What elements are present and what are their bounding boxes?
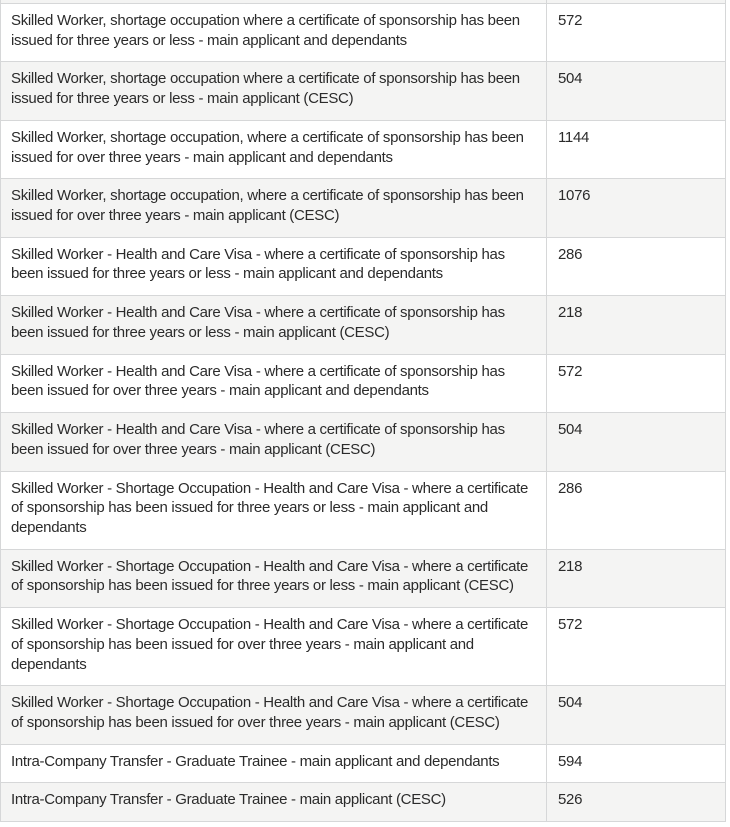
- fee-description-cell: Skilled Worker, shortage occupation, where a certificate of sponsorship has been issued for over three years - main applicant and dependants: [1, 120, 547, 178]
- fee-description-cell: Skilled Worker - Health and Care Visa - where a certificate of sponsorship has been issued for over three years - main applicant and dependants: [1, 354, 547, 412]
- fee-value-cell: 1144: [547, 120, 726, 178]
- table-row: [1, 120, 726, 178]
- table-row: [1, 686, 726, 744]
- table-row: [1, 471, 726, 549]
- table-row: [1, 744, 726, 783]
- fee-value-cell: 504: [547, 413, 726, 471]
- table-row: [1, 4, 726, 62]
- fee-description-cell: Skilled Worker - Health and Care Visa - where a certificate of sponsorship has been issued for three years or less - main applicant (CESC): [1, 296, 547, 354]
- table-row: [1, 179, 726, 237]
- table-row: [1, 354, 726, 412]
- table-row: [1, 62, 726, 120]
- table-row: [1, 413, 726, 471]
- table-row: [1, 549, 726, 607]
- fee-description-cell: Skilled Worker - Shortage Occupation - Health and Care Visa - where a certificate of sponsorship has been issued for over three years - main applicant (CESC): [1, 686, 547, 744]
- fee-description-cell: Skilled Worker - Health and Care Visa - where a certificate of sponsorship has been issued for three years or less - main applicant and dependants: [1, 237, 547, 295]
- fee-value-cell: 1076: [547, 179, 726, 237]
- fee-description-cell: Skilled Worker, shortage occupation where a certificate of sponsorship has been issued for three years or less - main applicant (CESC): [1, 62, 547, 120]
- fee-value-cell: 504: [547, 686, 726, 744]
- table-row: [1, 237, 726, 295]
- fee-value-cell: 218: [547, 549, 726, 607]
- table-row: [1, 783, 726, 822]
- fee-description-cell: Skilled Worker - Shortage Occupation - Health and Care Visa - where a certificate of sponsorship has been issued for three years or less - main applicant (CESC): [1, 549, 547, 607]
- fee-value-cell: 526: [547, 783, 726, 822]
- fee-value-cell: 572: [547, 354, 726, 412]
- fee-value-cell: 286: [547, 471, 726, 549]
- fee-value-cell: 572: [547, 608, 726, 686]
- fee-description-cell: Intra-Company Transfer - Graduate Trainee - main applicant and dependants: [1, 744, 547, 783]
- fee-value-cell: 218: [547, 296, 726, 354]
- table-row: [1, 608, 726, 686]
- fee-description-cell: Skilled Worker, shortage occupation where a certificate of sponsorship has been issued for three years or less - main applicant and dependants: [1, 4, 547, 62]
- table-body: [1, 0, 726, 822]
- fee-description-cell: Skilled Worker - Shortage Occupation - Health and Care Visa - where a certificate of sponsorship has been issued for three years or less - main applicant and dependants: [1, 471, 547, 549]
- fee-description-cell: Skilled Worker - Shortage Occupation - Health and Care Visa - where a certificate of sponsorship has been issued for over three years - main applicant and dependants: [1, 608, 547, 686]
- table-row: [1, 296, 726, 354]
- fee-value-cell: 572: [547, 4, 726, 62]
- fee-description-cell: Intra-Company Transfer - Graduate Trainee - main applicant (CESC): [1, 783, 547, 822]
- fee-description-cell: Skilled Worker, shortage occupation, where a certificate of sponsorship has been issued for over three years - main applicant (CESC): [1, 179, 547, 237]
- fee-description-cell: Skilled Worker - Health and Care Visa - where a certificate of sponsorship has been issued for over three years - main applicant (CESC): [1, 413, 547, 471]
- fee-value-cell: 504: [547, 62, 726, 120]
- fee-value-cell: 286: [547, 237, 726, 295]
- fee-value-cell: 594: [547, 744, 726, 783]
